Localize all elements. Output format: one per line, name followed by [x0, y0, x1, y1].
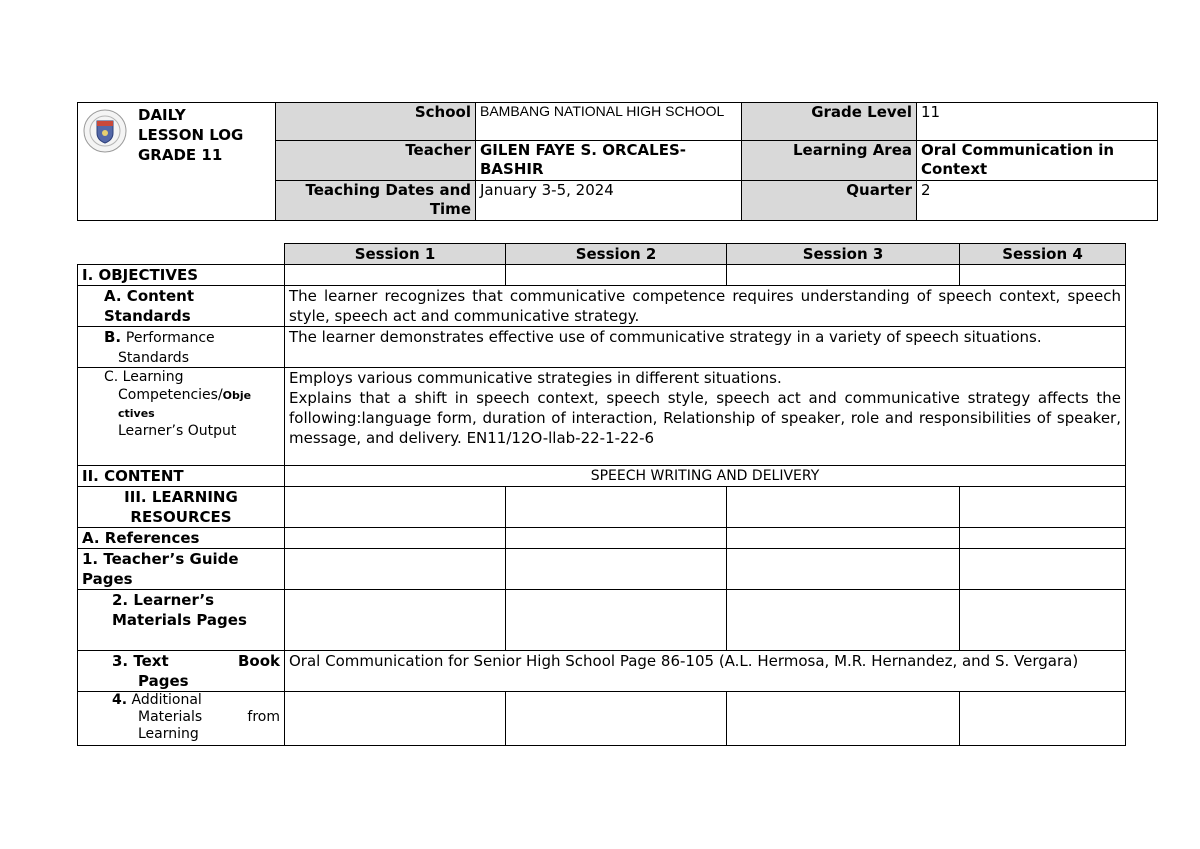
- content-text: SPEECH WRITING AND DELIVERY: [285, 466, 1126, 487]
- content-standards-text: The learner recognizes that communicative competence requires understanding of speech context, speech style, speech act and communicative strategy.: [285, 286, 1126, 327]
- school-label: School: [276, 103, 476, 141]
- grade-level-label: Grade Level: [742, 103, 917, 141]
- references-label: A. References: [78, 528, 285, 549]
- competencies-label: C. Learning Competencies/Obje ctives Learner’s Output: [78, 368, 285, 466]
- teacher-value: GILEN FAYE S. ORCALES-BASHIR: [476, 141, 742, 181]
- learning-resources-label: III. LEARNING RESOURCES: [78, 487, 285, 528]
- textbook-pages-label: 3. Text Book Pages: [78, 651, 285, 692]
- performance-standards-text: The learner demonstrates effective use of communicative strategy in a variety of speech situations.: [285, 327, 1126, 368]
- learning-area-label: Learning Area: [742, 141, 917, 181]
- learning-area-value: Oral Communication in Context: [917, 141, 1158, 181]
- blank-corner: [78, 244, 285, 265]
- textbook-pages-text: Oral Communication for Senior High School Page 86-105 (A.L. Hermosa, M.R. Hernandez, and S. Vergara): [285, 651, 1126, 692]
- quarter-label: Quarter: [742, 181, 917, 221]
- grade-level-value: 11: [917, 103, 1158, 141]
- lesson-table: [77, 243, 1126, 746]
- content-label: II. CONTENT: [78, 466, 285, 487]
- additional-materials-label: 4. Additional Materials from Learning: [78, 692, 285, 746]
- header-table: [77, 102, 1158, 221]
- teacher-label: Teacher: [276, 141, 476, 181]
- quarter-value: 2: [917, 181, 1158, 221]
- teaching-dates-value: January 3-5, 2024: [476, 181, 742, 221]
- document-title: DAILY LESSON LOG GRADE 11: [138, 106, 244, 164]
- session-4-header: Session 4: [960, 244, 1126, 265]
- learners-materials-label: 2. Learner’s Materials Pages: [78, 590, 285, 651]
- session-2-header: Session 2: [506, 244, 727, 265]
- performance-standards-label: B. Performance Standards: [78, 327, 285, 368]
- deped-seal-icon: [83, 109, 127, 153]
- teachers-guide-label: 1. Teacher’s Guide Pages: [78, 549, 285, 590]
- objectives-label: I. OBJECTIVES: [78, 265, 285, 286]
- teaching-dates-label: Teaching Dates and Time: [276, 181, 476, 221]
- session-3-header: Session 3: [727, 244, 960, 265]
- session-1-header: Session 1: [285, 244, 506, 265]
- content-standards-label: A. Content Standards: [78, 286, 285, 327]
- school-value: BAMBANG NATIONAL HIGH SCHOOL: [476, 103, 742, 141]
- competencies-text: Employs various communicative strategies in different situations. Explains that a shift in speech context, speech style, speech act and communicative strategy affects the following:language form, duration of interaction, Relationship of speaker, role and responsibilities of speaker, message, and delivery. EN11/12O-llab-22-1-22-6: [285, 368, 1126, 466]
- title-cell: [78, 103, 276, 221]
